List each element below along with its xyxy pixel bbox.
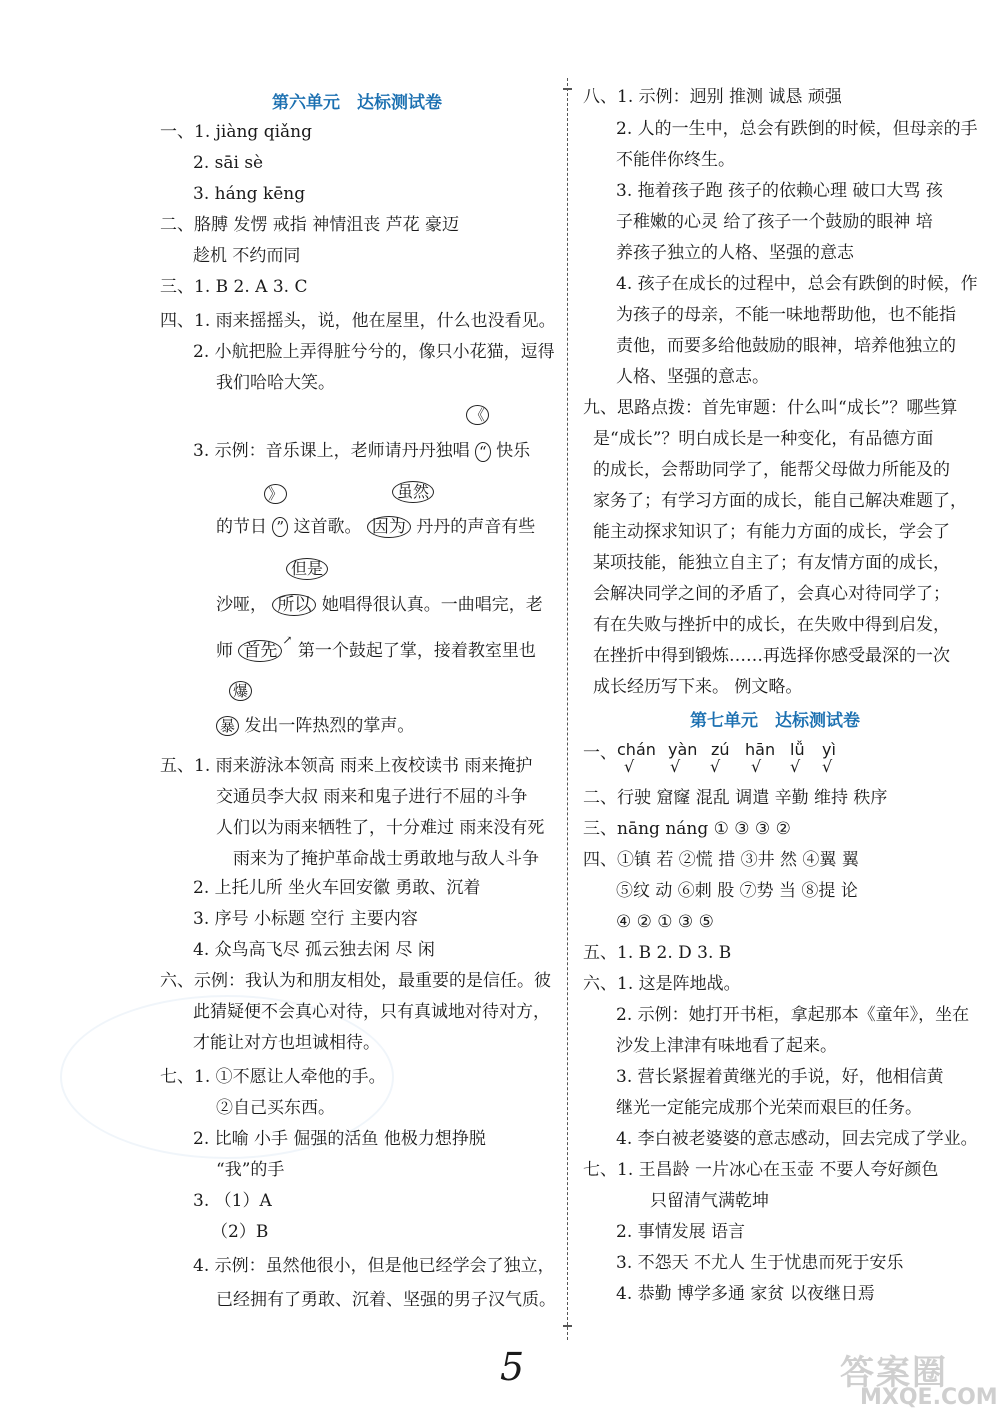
answer-line: 二、胳膊 发愣 戒指 神情沮丧 芦花 豪迈 bbox=[160, 215, 460, 235]
answer-line: 沙发上津津有味地看了起来。 bbox=[616, 1036, 837, 1056]
replacement-word: 但是 bbox=[286, 558, 328, 580]
answer-line: 七、1. 王昌龄 一片冰心在玉壶 不要人夸好颜色 bbox=[583, 1160, 939, 1180]
answer-line: 4. 众鸟高飞尽 孤云独去闲 尽 闲 bbox=[193, 940, 435, 960]
answer-line bbox=[216, 516, 535, 538]
pinyin: zú bbox=[711, 740, 730, 759]
answer-line: 2. 示例：她打开书柜，拿起那本《童年》，坐在 bbox=[616, 1005, 970, 1025]
answer-line: ②自己买东西。 bbox=[216, 1098, 335, 1118]
wrong-character: 暴 bbox=[216, 716, 239, 736]
answer-line: 3. 拖着孩子跑 孩子的依赖心理 破口大骂 孩 bbox=[616, 181, 943, 201]
answer-line: 六、示例：我认为和朋友相处，最重要的是信任。彼 bbox=[160, 971, 551, 991]
answer-line: 责他，而要多给他鼓励的眼神，培养他独立的 bbox=[616, 336, 956, 356]
answer-line bbox=[216, 633, 536, 663]
answer-line: 3. háng kēng bbox=[193, 184, 306, 204]
answer-line: 3. 不怨天 不尤人 生于忧患而死于安乐 bbox=[616, 1253, 904, 1273]
answer-line: 只留清气满乾坤 bbox=[650, 1191, 769, 1211]
answer-line: 我们哈哈大笑。 bbox=[216, 373, 335, 393]
answer-line: 能主动探求知识了；有能力方面的成长，学会了 bbox=[593, 522, 950, 542]
answer-line: 人格、坚强的意志。 bbox=[616, 367, 769, 387]
corrected-word: 所以 bbox=[272, 594, 316, 616]
pinyin: lǚ bbox=[790, 740, 805, 759]
watermark-text: 答案圈 bbox=[840, 1353, 948, 1393]
answer-line: 2. 小航把脸上弄得脏兮兮的，像只小花猫，逗得 bbox=[193, 342, 555, 362]
answer-line: 2. 比喻 小手 倔强的活鱼 他极力想挣脱 bbox=[193, 1129, 486, 1149]
page-number: 5 bbox=[500, 1345, 525, 1389]
watermark-logo bbox=[840, 1345, 998, 1410]
answer-line: ④ ② ① ③ ⑤ bbox=[616, 912, 714, 932]
answer-line: 九、思路点拨：首先审题：什么叫“成长”？哪些算 bbox=[583, 398, 958, 418]
answer-line: 已经拥有了勇敢、沉着、坚强的男子汉气质。 bbox=[216, 1290, 556, 1310]
answer-line: 人们以为雨来牺牲了，十分难过 雨来没有死 bbox=[216, 818, 545, 838]
unit6-title: 第六单元 达标测试卷 bbox=[272, 93, 442, 113]
answer-line: 四、①镇 若 ②慌 措 ③井 然 ④翼 翼 bbox=[583, 850, 859, 870]
answer-line: 是“成长”？明白成长是一种变化，有品德方面 bbox=[593, 429, 934, 449]
answer-line: 雨来为了掩护革命战士勇敢地与敌人斗争 bbox=[233, 849, 539, 869]
answer-line: 三、nāng náng ① ③ ③ ② bbox=[583, 819, 791, 839]
answer-line: 3. 营长紧握着黄继光的手说，好，他相信黄 bbox=[616, 1067, 944, 1087]
text: 她唱得很认真。一曲唱完，老 bbox=[321, 595, 543, 615]
text: 发出一阵热烈的掌声。 bbox=[244, 716, 415, 736]
answer-line: 五、1. B 2. D 3. B bbox=[583, 943, 732, 963]
answer-line: 4. 示例：虽然他很小，但是他已经学会了独立， bbox=[193, 1256, 555, 1276]
answer-line bbox=[193, 440, 530, 462]
answer-line: 2. 人的一生中，总会有跌倒的时候，但母亲的手 bbox=[616, 119, 978, 139]
text: 第一个鼓起了掌，接着教室里也 bbox=[297, 641, 536, 661]
answer-line: 六、1. 这是阵地战。 bbox=[583, 974, 741, 994]
answer-line: 2. sāi sè bbox=[193, 153, 264, 173]
corrected-word: 因为 bbox=[367, 516, 411, 538]
insert-arrow-icon: ↗ bbox=[282, 633, 293, 647]
answer-line: 为孩子的母亲，不能一味地帮助他，也不能指 bbox=[616, 305, 956, 325]
quote-open-mark: “ bbox=[475, 442, 491, 462]
text: 丹丹的声音有些 bbox=[416, 517, 536, 537]
answer-line: 不能伴你终生。 bbox=[616, 150, 735, 170]
answer-line: 四、1. 雨来摇摇头，说，他在屋里，什么也没看见。 bbox=[160, 311, 556, 331]
answer-line: 才能让对方也坦诚相待。 bbox=[193, 1033, 380, 1053]
divider-tick bbox=[563, 88, 572, 90]
answer-line bbox=[216, 594, 543, 616]
answer-line: 2. 上托儿所 坐火车回安徽 勇敢、沉着 bbox=[193, 878, 481, 898]
answer-line: 会解决同学之间的矛盾了，会真心对待同学了； bbox=[593, 584, 950, 604]
pinyin: chán bbox=[617, 740, 656, 759]
pinyin: hān bbox=[745, 740, 776, 759]
column-divider bbox=[567, 78, 568, 1340]
answer-line: 子稚嫩的心灵 给了孩子一个鼓励的眼神 培 bbox=[616, 212, 933, 232]
reordered-word: 首先 bbox=[238, 640, 282, 662]
answer-line: 养孩子独立的人格、坚强的意志 bbox=[616, 243, 854, 263]
check-mark-icon: √ bbox=[751, 757, 762, 776]
check-mark-icon: √ bbox=[624, 757, 635, 776]
answer-line: 交通员李大叔 雨来和鬼子进行不屈的斗争 bbox=[216, 787, 528, 807]
answer-line: 七、1. ①不愿让人牵他的手。 bbox=[160, 1067, 386, 1087]
answer-line: （2）B bbox=[211, 1222, 269, 1242]
text: 师 bbox=[216, 641, 233, 661]
answer-line: 此猜疑便不会真心对待，只有真诚地对待对方， bbox=[193, 1002, 550, 1022]
answer-line: ⑤纹 动 ⑥刺 股 ⑦势 当 ⑧提 论 bbox=[616, 881, 858, 901]
divider-tick bbox=[563, 1325, 572, 1327]
watermark-url: MXQE.COM bbox=[860, 1385, 998, 1410]
text: 3. 示例：音乐课上，老师请丹丹独唱 bbox=[193, 441, 470, 461]
answer-line: 在挫折中得到锻炼……再选择你感受最深的一次 bbox=[593, 646, 950, 666]
answer-line: 4. 孩子在成长的过程中，总会有跌倒的时候，作 bbox=[616, 274, 978, 294]
answer-line: 五、1. 雨来游泳本领高 雨来上夜校读书 雨来掩护 bbox=[160, 756, 533, 776]
answer-line: 趁机 不约而同 bbox=[193, 246, 301, 266]
check-mark-icon: √ bbox=[670, 757, 681, 776]
answer-line: 一、1. jiàng qiǎng bbox=[160, 122, 312, 142]
pinyin: yàn bbox=[668, 740, 698, 759]
answer-line: 的成长，会帮助同学了，能帮父母做力所能及的 bbox=[593, 460, 950, 480]
check-mark-icon: √ bbox=[710, 757, 721, 776]
answer-line: 有在失败与挫折中的成长，在失败中得到启发， bbox=[593, 615, 950, 635]
answer-line: 3. 序号 小标题 空行 主要内容 bbox=[193, 909, 418, 929]
book-close-mark: 》 bbox=[264, 484, 287, 504]
pinyin: yì bbox=[822, 740, 836, 759]
check-mark-icon: √ bbox=[790, 757, 801, 776]
section-one-label: 一、 bbox=[583, 743, 617, 763]
answer-line: 4. 李白被老婆婆的意志感动，回去完成了学业。 bbox=[616, 1129, 978, 1149]
book-open-mark: 《 bbox=[466, 405, 489, 425]
answer-line: 二、行驶 窟窿 混乱 调遣 辛勤 维持 秩序 bbox=[583, 788, 888, 808]
answer-line: 三、1. B 2. A 3. C bbox=[160, 277, 308, 297]
unit7-title: 第七单元 达标测试卷 bbox=[690, 711, 860, 731]
answer-line: 八、1. 示例：迥别 推测 诚恳 顽强 bbox=[583, 87, 842, 107]
correct-character: 爆 bbox=[229, 681, 252, 701]
answer-line: 家务了；有学习方面的成长，能自己解决难题了， bbox=[593, 491, 967, 511]
answer-line: 4. 恭勤 博学多通 家贫 以夜继日焉 bbox=[616, 1284, 875, 1304]
answer-line: 2. 事情发展 语言 bbox=[616, 1222, 746, 1242]
answer-line: “我”的手 bbox=[216, 1160, 285, 1180]
text: 沙哑， bbox=[216, 595, 267, 615]
text: 这首歌。 bbox=[293, 517, 362, 537]
answer-line: 成长经历写下来。 例文略。 bbox=[593, 677, 803, 697]
quote-close-mark: ” bbox=[272, 517, 288, 537]
replacement-word: 虽然 bbox=[392, 481, 434, 503]
text: 的节日 bbox=[216, 517, 267, 537]
text: 快乐 bbox=[496, 441, 531, 461]
answer-line: 3. （1）A bbox=[193, 1191, 272, 1211]
answer-line: 继光一定能完成那个光荣而艰巨的任务。 bbox=[616, 1098, 922, 1118]
answer-line: 某项技能，能独立自主了；有友情方面的成长， bbox=[593, 553, 950, 573]
answer-line bbox=[216, 715, 414, 737]
check-mark-icon: √ bbox=[822, 757, 833, 776]
